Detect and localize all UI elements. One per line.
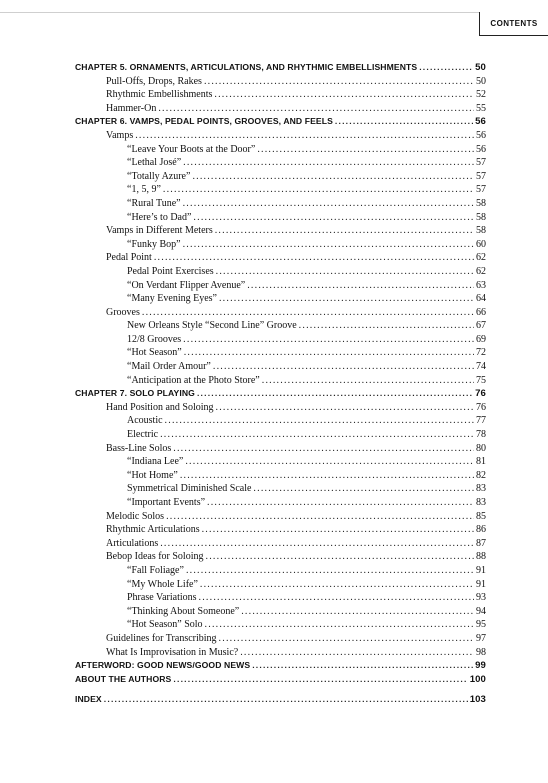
toc-subsection-entry [75,143,486,157]
toc-leader-dots [214,88,474,102]
table-of-contents [75,61,486,707]
toc-leader-dots [193,211,474,225]
toc-page-number: 86 [476,524,486,536]
toc-section-entry [75,306,486,320]
toc-leader-dots [213,360,474,374]
toc-subsection-entry [75,374,486,388]
toc-page-number: 99 [475,660,486,672]
toc-entry-title: Acoustic [127,415,163,427]
toc-page-number: 58 [476,197,486,209]
toc-entry-title: “Hot Home” [127,469,178,481]
toc-leader-dots [247,279,474,293]
toc-page-number: 62 [476,265,486,277]
toc-page-number: 66 [476,306,486,318]
toc-page-number: 77 [476,415,486,427]
toc-entry-title: Hammer-On [106,102,157,114]
toc-entry-title: “Many Evening Eyes” [127,293,217,305]
toc-leader-dots [252,659,473,673]
toc-page-number: 94 [476,605,486,617]
toc-page-number: 95 [476,619,486,631]
toc-entry-title: Pedal Point [106,252,152,264]
toc-page-number: 75 [476,374,486,386]
toc-page-number: 56 [476,129,486,141]
toc-entry-title: “My Whole Life” [127,578,198,590]
toc-entry-title: Vamps [106,129,134,141]
toc-subsection-entry [75,414,486,428]
toc-entry-title: “Fall Foliage” [127,564,184,576]
toc-entry-title: “On Verdant Flipper Avenue” [127,279,246,291]
toc-page-number: 81 [476,456,486,468]
toc-leader-dots [299,319,474,333]
toc-subsection-entry [75,469,486,483]
toc-entry-title: Hand Position and Soloing [106,401,214,413]
toc-section-entry [75,88,486,102]
toc-entry-title: “Thinking About Someone” [127,605,240,617]
toc-subsection-entry [75,333,486,347]
toc-entry-title: Articulations [106,537,159,549]
toc-page-number: 91 [476,564,486,576]
toc-leader-dots [205,618,474,632]
toc-chapter-entry [75,673,486,687]
toc-leader-dots [166,510,474,524]
toc-entry-title: “Important Events” [127,497,206,508]
toc-page-number: 97 [476,632,486,644]
toc-subsection-entry [75,428,486,442]
toc-section-entry [75,510,486,524]
toc-entry-title: “Leave Your Boots at the Door” [127,143,256,155]
toc-page-number: 78 [476,429,486,441]
toc-page-number: 56 [475,116,486,128]
toc-page-number: 58 [476,225,486,237]
toc-leader-dots [204,75,474,89]
toc-leader-dots [240,646,474,660]
toc-entry-title: “Rural Tune” [127,197,181,209]
toc-subsection-entry [75,183,486,197]
toc-page-number: 64 [476,293,486,305]
toc-page-number: 103 [469,694,486,706]
toc-page-number: 56 [476,143,486,155]
toc-leader-dots [216,401,474,415]
toc-leader-dots [202,523,474,537]
toc-page-number: 82 [476,469,486,481]
toc-entry-title: Vamps in Different Meters [106,225,213,237]
toc-leader-dots [186,564,474,578]
toc-section-entry [75,224,486,238]
toc-page-number: 72 [476,347,486,359]
toc-entry-title: Symmetrical Diminished Scale [127,483,252,495]
toc-entry-title: Melodic Solos [106,510,165,522]
toc-page-number: 87 [476,537,486,549]
toc-leader-dots [183,238,474,252]
toc-leader-dots [154,251,474,265]
toc-leader-dots [262,374,474,388]
toc-page-number: 88 [476,551,486,563]
toc-subsection-entry [75,211,486,225]
toc-leader-dots [192,170,474,184]
toc-leader-dots [104,693,468,707]
toc-entry-title: New Orleans Style “Second Line” Groove [127,320,297,332]
toc-subsection-entry [75,591,486,605]
toc-leader-dots [173,673,467,687]
toc-page-number: 57 [476,184,486,196]
toc-subsection-entry [75,156,486,170]
toc-chapter-entry [75,387,486,401]
toc-leader-dots [215,224,474,238]
toc-subsection-entry [75,238,486,252]
toc-subsection-entry [75,279,486,293]
toc-leader-dots [185,455,474,469]
toc-entry-title: What Is Improvisation in Music? [106,646,239,658]
toc-leader-dots [183,333,474,347]
toc-leader-dots [199,591,474,605]
toc-entry-title: CHAPTER 6. VAMPS, PEDAL POINTS, GROOVES, AND FEELS [75,116,333,127]
toc-page-number: 57 [476,170,486,182]
toc-entry-title: Phrase Variations [127,592,197,604]
toc-entry-title: Bebop Ideas for Soloing [106,551,204,563]
toc-entry-title: Pedal Point Exercises [127,265,214,277]
toc-leader-dots [160,537,474,551]
toc-leader-dots [163,183,474,197]
toc-entry-title: “Mail Order Amour” [127,361,211,373]
toc-subsection-entry [75,265,486,279]
toc-page-number: 100 [469,673,486,685]
toc-page-number: 91 [476,578,486,590]
toc-leader-dots [183,197,474,211]
toc-leader-dots [135,129,474,143]
toc-entry-title: “Lethal José” [127,157,182,169]
toc-leader-dots [241,605,474,619]
toc-page-number: 85 [476,510,486,522]
toc-section-entry [75,646,486,660]
toc-chapter-entry [75,659,486,673]
toc-page-number: 57 [476,157,486,169]
toc-entry-title: Bass-Line Solos [106,442,172,454]
toc-leader-dots [142,306,474,320]
toc-leader-dots [257,143,474,157]
toc-entry-title: CHAPTER 5. ORNAMENTS, ARTICULATIONS, AND RHYTHMIC EMBELLISHMENTS [75,62,418,72]
toc-section-entry [75,75,486,89]
toc-page-number: 74 [476,361,486,373]
toc-section-entry [75,550,486,564]
toc-page-number: 67 [476,320,486,332]
toc-leader-dots [158,102,474,116]
toc-section-entry [75,442,486,456]
toc-entry-title: Pull-Offs, Drops, Rakes [106,75,202,87]
toc-leader-dots [219,292,474,306]
toc-entry-title: 12/8 Grooves [127,333,182,345]
toc-leader-dots [165,414,474,428]
toc-subsection-entry [75,564,486,578]
toc-page-number: 83 [476,483,486,495]
toc-entry-title: Rhythmic Articulations [106,524,200,536]
toc-section-entry [75,537,486,551]
toc-entry-title: INDEX [75,694,102,705]
header-rule [0,12,479,13]
toc-subsection-entry [75,360,486,374]
toc-page-number: 76 [476,401,486,413]
toc-subsection-entry [75,197,486,211]
toc-subsection-entry [75,346,486,360]
toc-subsection-entry [75,605,486,619]
toc-page-number: 69 [476,333,486,345]
toc-subsection-entry [75,455,486,469]
toc-subsection-entry [75,319,486,333]
toc-leader-dots [197,387,473,401]
toc-entry-title: “Totally Azure” [127,170,191,182]
toc-entry-title: Grooves [106,306,140,318]
toc-page-number: 83 [476,497,486,508]
toc-leader-dots [184,346,474,360]
toc-page-number: 93 [476,592,486,604]
toc-subsection-entry [75,496,486,510]
toc-leader-dots [207,496,474,510]
toc-page-number: 98 [476,646,486,658]
toc-subsection-entry [75,292,486,306]
toc-entry-title: “Indiana Lee” [127,456,184,468]
toc-subsection-entry [75,578,486,592]
toc-page-number: 55 [476,102,486,114]
toc-leader-dots [335,115,473,129]
toc-leader-dots [216,265,474,279]
toc-leader-dots [253,482,474,496]
toc-subsection-entry [75,482,486,496]
toc-page-number: 76 [475,388,486,400]
toc-section-entry [75,251,486,265]
toc-subsection-entry [75,170,486,184]
toc-entry-title: ABOUT THE AUTHORS [75,673,172,684]
running-header: CONTENTS [479,12,548,36]
toc-entry-title: CHAPTER 7. SOLO PLAYING [75,388,195,399]
toc-entry-title: Electric [127,429,159,441]
toc-page-number: 60 [476,238,486,250]
toc-section-entry [75,129,486,143]
toc-page-number: 50 [476,75,486,87]
toc-page-number: 62 [476,252,486,264]
toc-entry-title: Guidelines for Transcribing [106,632,217,644]
toc-chapter-entry [75,61,486,75]
toc-subsection-entry [75,618,486,632]
toc-page-number: 52 [476,89,486,101]
toc-leader-dots [173,442,474,456]
toc-leader-dots [419,61,473,75]
toc-entry-title: Rhythmic Embellishments [106,89,213,101]
toc-leader-dots [160,428,474,442]
toc-entry-title: “Hot Season” [127,347,182,359]
toc-section-entry [75,523,486,537]
toc-entry-title: “Hot Season” Solo [127,619,203,631]
toc-leader-dots [200,578,474,592]
toc-section-entry [75,632,486,646]
toc-page-number: 50 [475,62,486,73]
toc-page-number: 58 [476,211,486,223]
toc-entry-title: AFTERWORD: GOOD NEWS/GOOD NEWS [75,660,251,671]
toc-leader-dots [183,156,474,170]
toc-entry-title: “Here’s to Dad” [127,211,192,223]
toc-page-number: 63 [476,279,486,291]
toc-section-entry [75,401,486,415]
toc-entry-title: “Funky Bop” [127,238,181,250]
toc-spacer [75,686,486,693]
toc-entry-title: “Anticipation at the Photo Store” [127,374,260,386]
toc-entry-title: “1, 5, 9” [127,184,161,196]
toc-section-entry [75,102,486,116]
toc-page-number: 80 [476,442,486,454]
toc-leader-dots [180,469,474,483]
toc-leader-dots [219,632,474,646]
toc-leader-dots [206,550,475,564]
toc-chapter-entry [75,693,486,707]
toc-chapter-entry [75,115,486,129]
